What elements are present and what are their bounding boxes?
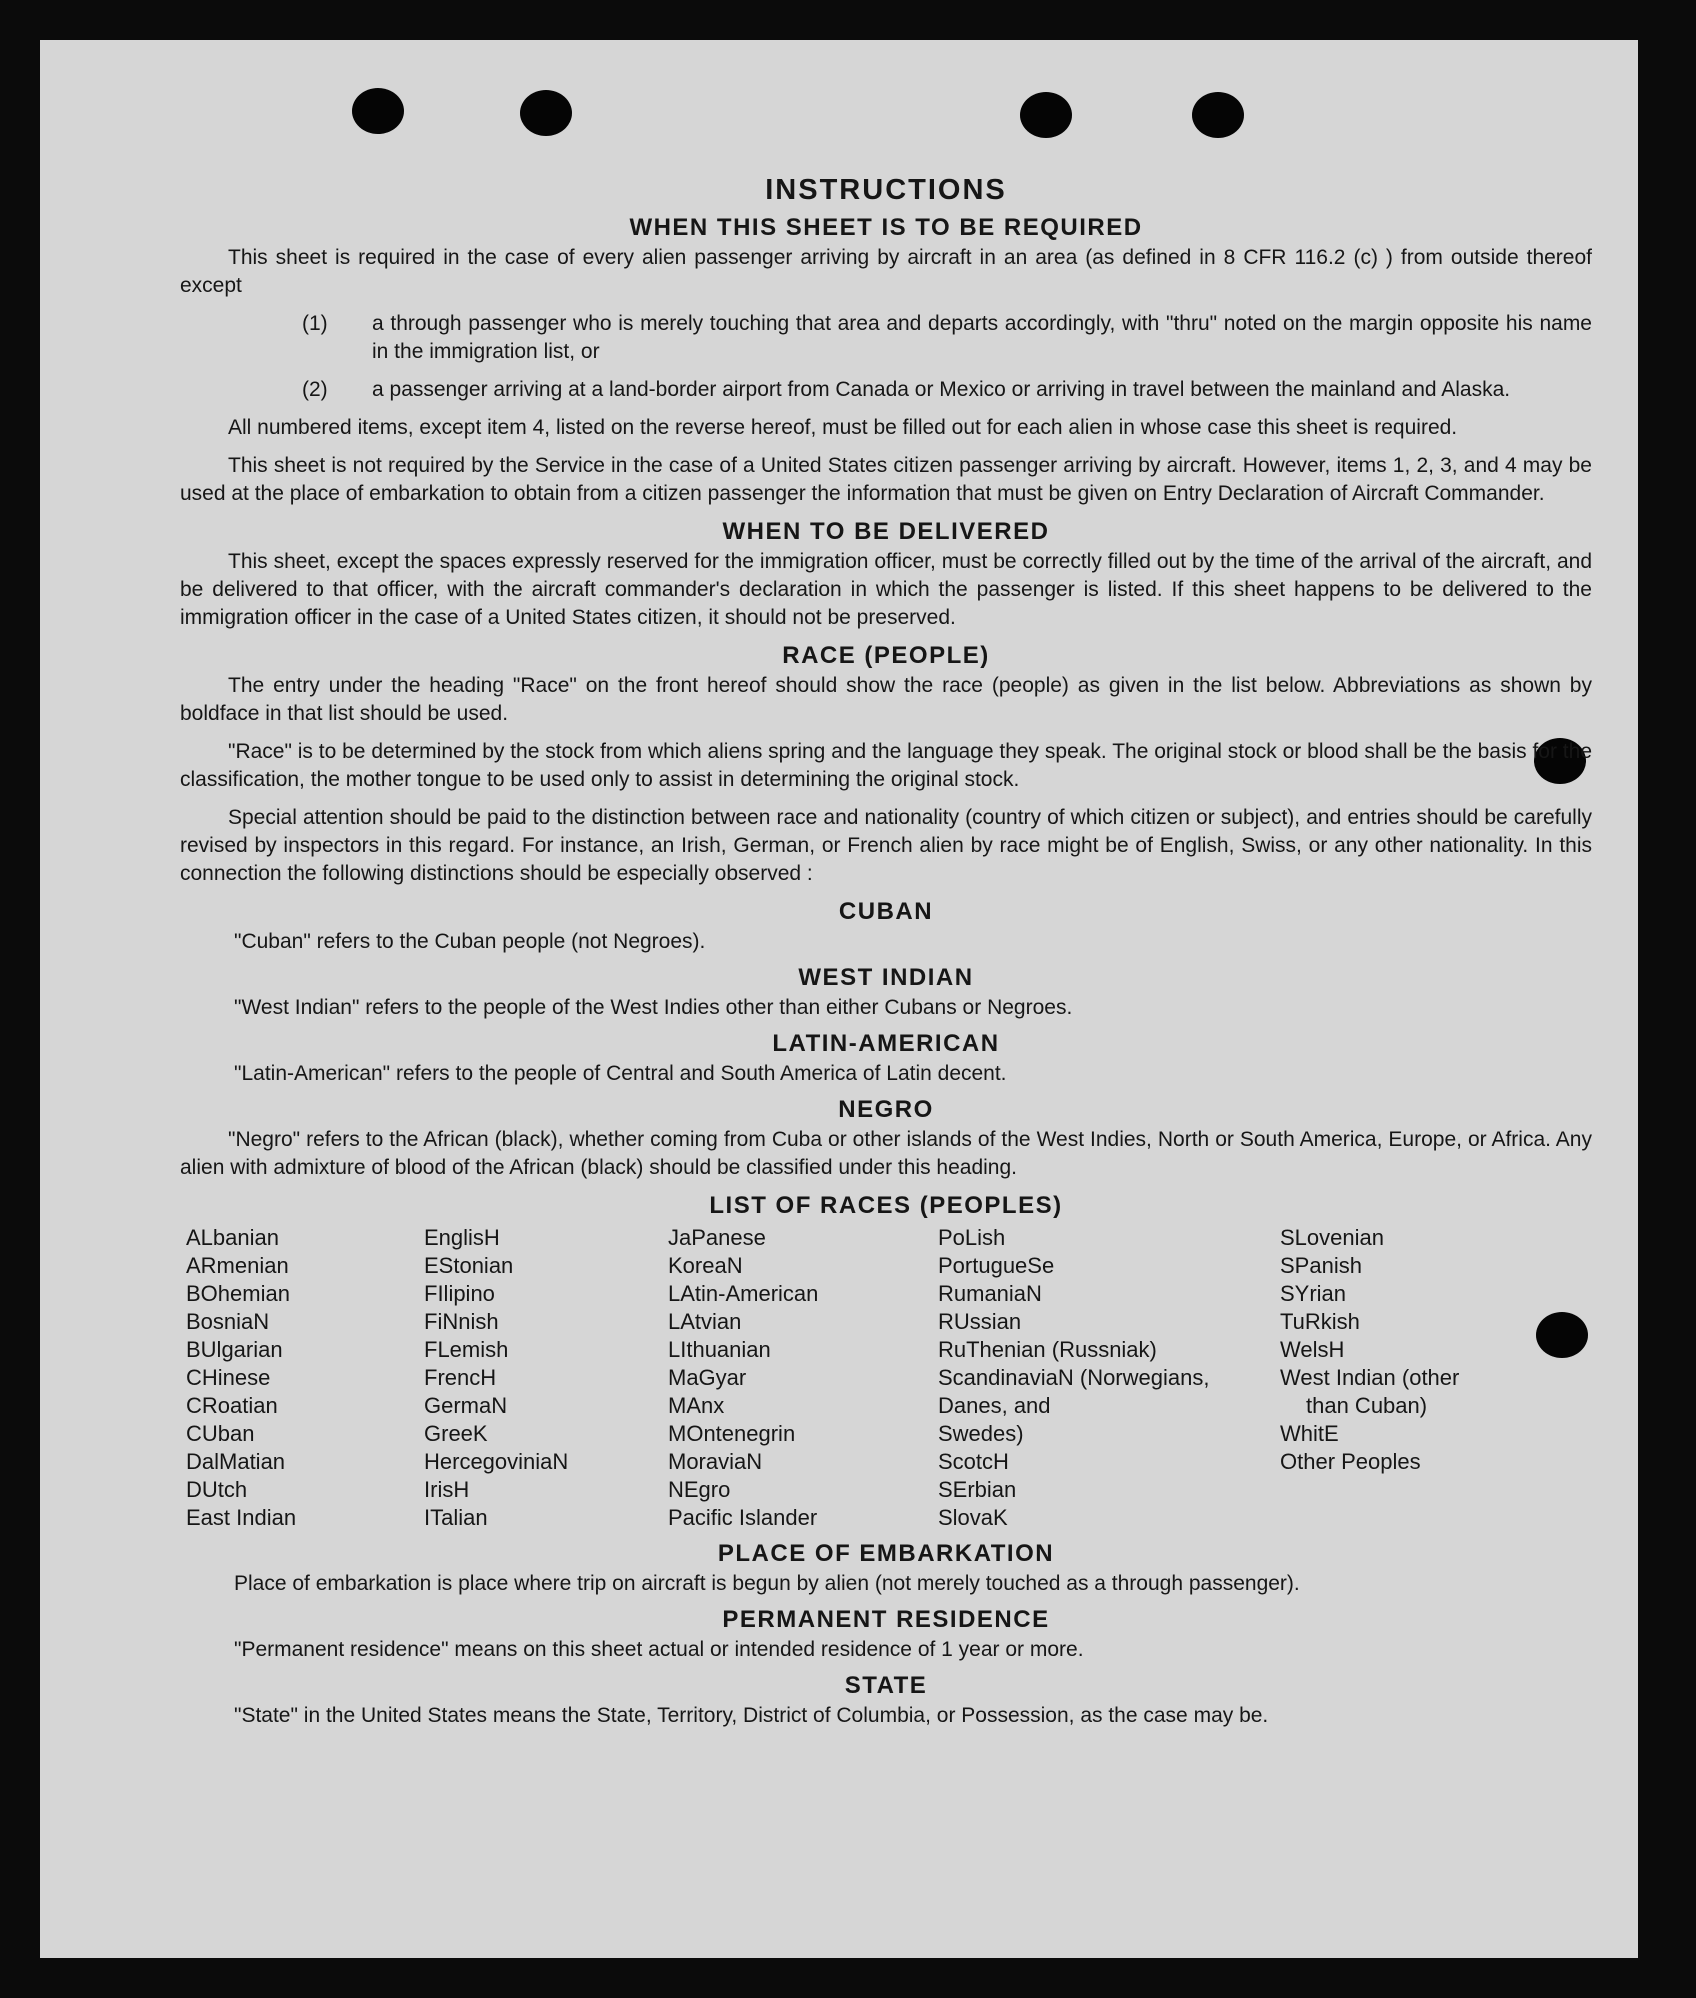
residence-text: "Permanent residence" means on this sheet actual or intended residence of 1 year or more. — [234, 1638, 1084, 1661]
race-entry: RuThenian (Russniak) — [938, 1337, 1157, 1362]
race-paragraph-1: The entry under the heading "Race" on the front hereof should show the race (people) as given in the list below. Abbreviations as shown by boldface in that list should be used. — [180, 674, 1592, 725]
delivered-paragraph: This sheet, except the spaces expressly reserved for the immigration officer, must be correctly filled out by the time of the arrival of the aircraft, and be delivered to that officer, with the aircraft commander's declaration in which the passenger is listed. If this sheet happens to be delivered to the immigration officer in the case of a United States citizen, it should not be preserved. — [180, 550, 1592, 629]
race-entry: ARmenian — [186, 1253, 289, 1278]
latin-american-text: "Latin-American" refers to the people of Central and South America of Latin decent. — [234, 1062, 1007, 1085]
race-entry: FrencH — [424, 1365, 497, 1390]
race-entry: SErbian — [938, 1477, 1017, 1502]
race-entry: SlovaK — [938, 1505, 1008, 1530]
race-entry: SYrian — [1280, 1281, 1347, 1306]
punch-hole — [352, 88, 404, 134]
race-entry: Danes, and — [938, 1393, 1051, 1418]
state-text: "State" in the United States means the State, Territory, District of Columbia, or Possession, as the case may be. — [234, 1704, 1269, 1727]
races-column — [938, 1224, 1280, 1532]
race-entry: MoraviaN — [668, 1449, 763, 1474]
race-entry: Pacific Islander — [668, 1505, 818, 1530]
race-entry: MaGyar — [668, 1365, 747, 1390]
race-entry: ALbanian — [186, 1225, 279, 1250]
race-entry: GermaN — [424, 1393, 508, 1418]
item-text: a passenger arriving at a land-border airport from Canada or Mexico or arriving in travel between the mainland and Alaska. — [372, 378, 1511, 401]
race-entry: than Cuban) — [1306, 1393, 1428, 1418]
race-entry: ITalian — [424, 1505, 488, 1530]
race-entry: SPanish — [1280, 1253, 1362, 1278]
heading-place-of-embarkation: PLACE OF EMBARKATION — [717, 1540, 1055, 1567]
race-entry: CRoatian — [186, 1393, 278, 1418]
race-entry: ScotcH — [938, 1449, 1009, 1474]
race-entry: WhitE — [1280, 1421, 1339, 1446]
punch-hole — [520, 90, 572, 136]
race-entry: Swedes) — [938, 1421, 1024, 1446]
punch-hole — [1020, 92, 1072, 138]
embarkation-text: Place of embarkation is place where trip on aircraft is begun by alien (not merely touched as a through passenger). — [234, 1572, 1300, 1595]
heading-race: RACE (PEOPLE) — [782, 642, 990, 669]
heading-when-required: WHEN THIS SHEET IS TO BE REQUIRED — [629, 214, 1143, 241]
race-entry: LAtvian — [668, 1309, 742, 1334]
race-entry: FiNnish — [424, 1309, 499, 1334]
exception-item — [180, 310, 1592, 366]
race-entry: SLovenian — [1280, 1225, 1384, 1250]
cuban-text: "Cuban" refers to the Cuban people (not Negroes). — [234, 930, 706, 953]
heading-when-delivered: WHEN TO BE DELIVERED — [722, 518, 1050, 545]
race-entry: ScandinaviaN (Norwegians, — [938, 1365, 1210, 1390]
required-intro: This sheet is required in the case of every alien passenger arriving by aircraft in an area (as defined in 8 CFR 116.2 (c) ) from outside thereof except — [180, 246, 1592, 297]
item-text: a through passenger who is merely touching that area and departs accordingly, with "thru" noted on the margin opposite his name in the immigration list, or — [372, 312, 1592, 363]
race-entry: MAnx — [668, 1393, 725, 1418]
heading-list-of-races: LIST OF RACES (PEOPLES) — [709, 1192, 1063, 1219]
race-entry: DalMatian — [186, 1449, 286, 1474]
race-entry: FIlipino — [424, 1281, 495, 1306]
heading-cuban: CUBAN — [838, 898, 934, 925]
exception-item — [180, 376, 1592, 404]
race-entry: NEgro — [668, 1477, 731, 1502]
race-entry: EStonian — [424, 1253, 514, 1278]
document-page — [40, 40, 1638, 1958]
heading-state: STATE — [844, 1672, 928, 1699]
item-number: (1) — [302, 312, 328, 335]
races-column — [186, 1224, 424, 1532]
numbered-items-paragraph: All numbered items, except item 4, listed on the reverse hereof, must be filled out for each alien in whose case this sheet is required. — [228, 416, 1458, 439]
race-entry: EnglisH — [424, 1225, 500, 1250]
race-entry: FLemish — [424, 1337, 509, 1362]
races-column — [1280, 1224, 1520, 1532]
race-entry: LIthuanian — [668, 1337, 771, 1362]
race-entry: RUssian — [938, 1309, 1022, 1334]
races-list — [186, 1224, 1592, 1532]
race-entry: Other Peoples — [1280, 1449, 1421, 1474]
race-paragraph-3: Special attention should be paid to the distinction between race and nationality (country of which citizen or subject), and entries should be carefully revised by inspectors in this regard. For instance, an Irish, German, or French alien by race might be of English, Swiss, or any other nationality. In this connection the following distinctions should be especially observed : — [180, 806, 1592, 885]
races-column — [424, 1224, 668, 1532]
instructions-content — [180, 162, 1592, 1738]
race-entry: East Indian — [186, 1505, 297, 1530]
race-entry: JaPanese — [668, 1225, 766, 1250]
race-entry: DUtch — [186, 1477, 248, 1502]
race-entry: West Indian (other — [1280, 1365, 1460, 1390]
race-entry: LAtin-American — [668, 1281, 819, 1306]
race-paragraph-2: "Race" is to be determined by the stock from which aliens spring and the language they speak. The original stock or blood shall be the basis for the classification, the mother tongue to be used only to assist in determining the original stock. — [180, 740, 1592, 791]
race-entry: MOntenegrin — [668, 1421, 796, 1446]
punch-hole — [1192, 92, 1244, 138]
race-entry: TuRkish — [1280, 1309, 1360, 1334]
race-entry: WelsH — [1280, 1337, 1345, 1362]
race-entry: BOhemian — [186, 1281, 290, 1306]
negro-text: "Negro" refers to the African (black), whether coming from Cuba or other islands of the West Indies, North or South America, Europe, or Africa. Any alien with admixture of blood of the African (black) should be classified under this heading. — [180, 1128, 1592, 1179]
heading-west-indian: WEST INDIAN — [798, 964, 974, 991]
heading-negro: NEGRO — [838, 1096, 934, 1123]
races-column — [668, 1224, 938, 1532]
race-entry: BosniaN — [186, 1309, 270, 1334]
item-number: (2) — [302, 378, 328, 401]
page-title: INSTRUCTIONS — [765, 174, 1007, 206]
west-indian-text: "West Indian" refers to the people of the West Indies other than either Cubans or Negroes. — [234, 996, 1073, 1019]
heading-permanent-residence: PERMANENT RESIDENCE — [722, 1606, 1050, 1633]
citizen-paragraph: This sheet is not required by the Service in the case of a United States citizen passenger arriving by aircraft. However, items 1, 2, 3, and 4 may be used at the place of embarkation to obtain from a citizen passenger the information that must be given on Entry Declaration of Aircraft Commander. — [180, 454, 1592, 505]
race-entry: KoreaN — [668, 1253, 743, 1278]
heading-latin-american: LATIN-AMERICAN — [772, 1030, 1000, 1057]
race-entry: GreeK — [424, 1421, 488, 1446]
race-entry: CUban — [186, 1421, 255, 1446]
race-entry: RumaniaN — [938, 1281, 1042, 1306]
race-entry: CHinese — [186, 1365, 271, 1390]
race-entry: HercegoviniaN — [424, 1449, 569, 1474]
race-entry: PoLish — [938, 1225, 1006, 1250]
race-entry: BUlgarian — [186, 1337, 283, 1362]
race-entry: PortugueSe — [938, 1253, 1055, 1278]
race-entry: IrisH — [424, 1477, 470, 1502]
